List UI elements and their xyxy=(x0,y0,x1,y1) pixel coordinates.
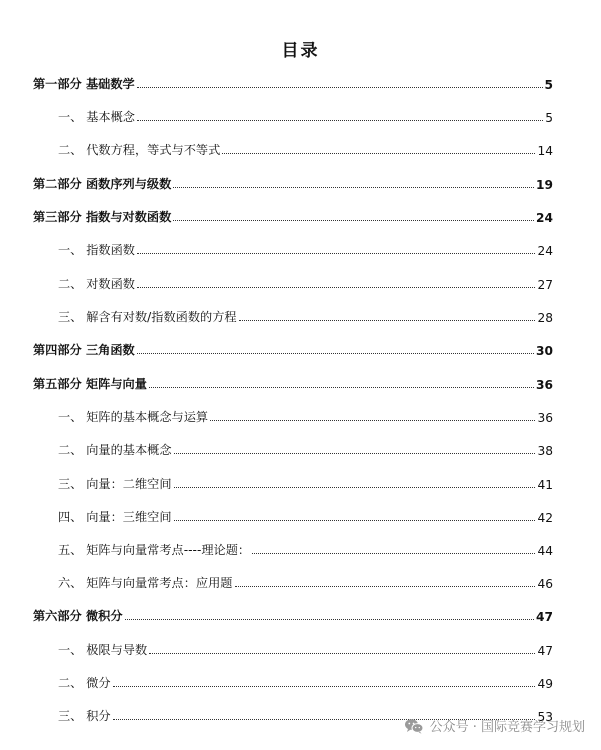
toc-section-entry[interactable] xyxy=(58,136,553,158)
toc-entry-number: 二、 xyxy=(58,143,87,157)
toc-entry-label: 微分 xyxy=(86,676,111,690)
toc-entry-label: 矩阵与向量常考点----理论题： xyxy=(86,543,251,557)
toc-section-entry[interactable] xyxy=(58,236,553,258)
toc-page-number: 49 xyxy=(537,677,553,691)
toc-entry-number: 一、 xyxy=(58,243,87,257)
toc-page-number: 36 xyxy=(536,378,553,392)
toc-entry-label: 第四部分 三角函数 xyxy=(33,343,135,357)
toc-dot-leader xyxy=(239,320,536,321)
toc-section-entry[interactable] xyxy=(58,103,553,125)
toc-entry-label: 指数函数 xyxy=(86,243,135,257)
toc-section-entry[interactable] xyxy=(58,536,553,558)
toc-entry-label: 矩阵的基本概念与运算 xyxy=(86,410,209,424)
toc-page-number: 28 xyxy=(537,311,553,325)
toc-section-entry[interactable] xyxy=(58,569,553,591)
toc-page-number: 47 xyxy=(537,644,553,658)
toc-dot-leader xyxy=(149,653,535,654)
toc-dot-leader xyxy=(173,187,534,188)
toc-entry-number: 五、 xyxy=(58,543,87,557)
wechat-icon xyxy=(404,718,424,734)
toc-entry-label: 第一部分 基础数学 xyxy=(33,77,135,91)
toc-page-number: 44 xyxy=(537,544,553,558)
toc-entry-number: 三、 xyxy=(58,477,87,491)
toc-dot-leader xyxy=(137,287,535,288)
toc-section-entry[interactable] xyxy=(58,270,553,292)
toc-dot-leader xyxy=(210,420,535,421)
watermark xyxy=(404,716,585,735)
toc-entry-number: 二、 xyxy=(58,443,87,457)
toc-dot-leader xyxy=(137,120,543,121)
toc-part-entry[interactable] xyxy=(33,602,553,624)
toc-entry-label: 对数函数 xyxy=(86,277,135,291)
toc-dot-leader xyxy=(113,686,536,687)
toc-page-number: 24 xyxy=(536,211,553,225)
toc-dot-leader xyxy=(174,487,536,488)
toc-entry-number: 一、 xyxy=(58,110,87,124)
toc-page-number: 41 xyxy=(537,478,553,492)
toc-dot-leader xyxy=(137,87,543,88)
page-title: 目录 xyxy=(281,41,320,61)
toc-entry-number: 四、 xyxy=(58,510,87,524)
toc-entry-number: 三、 xyxy=(58,709,87,723)
toc-entry-label: 向量：二维空间 xyxy=(86,477,172,491)
toc-dot-leader xyxy=(149,387,534,388)
toc-dot-leader xyxy=(137,253,535,254)
toc-section-entry[interactable] xyxy=(58,436,553,458)
toc-part-entry[interactable] xyxy=(33,70,553,92)
toc-entry-label: 极限与导数 xyxy=(86,643,148,657)
toc-section-entry[interactable] xyxy=(58,470,553,492)
toc-entry-label: 解含有对数/指数函数的方程 xyxy=(86,310,237,324)
toc-entry-number: 一、 xyxy=(58,643,87,657)
toc-entry-label: 第二部分 函数序列与级数 xyxy=(33,177,172,191)
toc-entry-number: 一、 xyxy=(58,410,87,424)
toc-entry-number: 六、 xyxy=(58,576,87,590)
toc-page-number: 42 xyxy=(537,511,553,525)
toc-page-number: 5 xyxy=(544,78,553,92)
toc-dot-leader xyxy=(125,619,534,620)
toc-part-entry[interactable] xyxy=(33,170,553,192)
toc-dot-leader xyxy=(174,520,536,521)
toc-section-entry[interactable] xyxy=(58,403,553,425)
toc-section-entry[interactable] xyxy=(58,303,553,325)
toc-page-number: 53 xyxy=(537,710,553,724)
watermark-text: 公众号 · 国际竞赛学习规划 xyxy=(429,720,585,735)
toc-entry-label: 第五部分 矩阵与向量 xyxy=(33,377,147,391)
toc-dot-leader xyxy=(222,153,535,154)
toc-entry-label: 代数方程，等式与不等式 xyxy=(86,143,221,157)
toc-section-entry[interactable] xyxy=(58,669,553,691)
toc-entry-label: 第六部分 微积分 xyxy=(33,609,123,623)
toc-entry-label: 向量的基本概念 xyxy=(86,443,172,457)
toc-entry-label: 积分 xyxy=(86,709,111,723)
toc-entry-label: 向量：三维空间 xyxy=(86,510,172,524)
toc-part-entry[interactable] xyxy=(33,336,553,358)
toc-section-entry[interactable] xyxy=(58,503,553,525)
toc-entry-number: 二、 xyxy=(58,277,87,291)
toc-entry-number: 二、 xyxy=(58,676,87,690)
toc-dot-leader xyxy=(173,220,534,221)
toc-part-entry[interactable] xyxy=(33,370,553,392)
toc-page-number: 24 xyxy=(537,244,553,258)
toc-entry-label: 矩阵与向量常考点：应用题 xyxy=(86,576,233,590)
toc-dot-leader xyxy=(252,553,535,554)
toc-page-number: 14 xyxy=(537,144,553,158)
toc-entry-number: 三、 xyxy=(58,310,87,324)
toc-page-number: 38 xyxy=(537,444,553,458)
toc-page-number: 5 xyxy=(545,111,553,125)
toc-page-number: 27 xyxy=(537,278,553,292)
toc-page-number: 47 xyxy=(536,610,553,624)
toc-dot-leader xyxy=(235,586,536,587)
toc-dot-leader xyxy=(137,353,534,354)
toc-part-entry[interactable] xyxy=(33,203,553,225)
toc-page-number: 30 xyxy=(536,344,553,358)
toc-page-number: 46 xyxy=(537,577,553,591)
toc-dot-leader xyxy=(174,453,536,454)
toc-page-number: 19 xyxy=(536,178,553,192)
toc-entry-label: 基本概念 xyxy=(86,110,135,124)
toc-entry-label: 第三部分 指数与对数函数 xyxy=(33,210,172,224)
toc-section-entry[interactable] xyxy=(58,636,553,658)
toc-page-number: 36 xyxy=(537,411,553,425)
